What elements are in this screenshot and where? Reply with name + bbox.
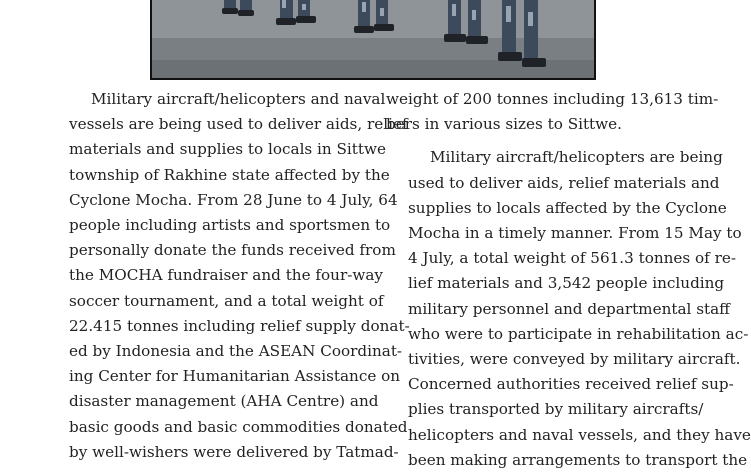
text-line: tivities, were conveyed by military aircraft.: [408, 350, 741, 369]
text-line: soccer tournament, and a total weight of: [69, 291, 384, 310]
text-line: military personnel and departmental staff: [408, 299, 730, 318]
text-line: materials and supplies to locals in Sittwe: [69, 140, 386, 159]
text-line: weight of 200 tonnes including 13,613 tim-: [386, 90, 719, 108]
text-line: Cyclone Mocha. From 28 June to 4 July, 64: [69, 190, 398, 209]
text-line: lief materials and 3,542 people including: [408, 274, 725, 293]
paragraph-continued: [386, 87, 719, 137]
text-line: by well-wishers were delivered by Tatmad-: [69, 442, 399, 461]
text-line: ing Center for Humanitarian Assistance on: [69, 367, 401, 386]
text-line: bers in various sizes to Sittwe.: [386, 115, 622, 134]
paragraph: [386, 145, 751, 473]
text-line: ed by Indonesia and the ASEAN Coordinat-: [69, 342, 403, 361]
text-line: township of Rakhine state affected by the: [69, 165, 390, 184]
text-line: been making arrangements to transport the: [408, 450, 748, 469]
right-column: [386, 87, 751, 473]
text-line: Concerned authorities received relief sup-: [408, 375, 734, 394]
soldiers-photo-drawing: [152, 0, 594, 78]
text-line: disaster management (AHA Centre) and: [69, 392, 379, 411]
text-line: Military aircraft/helicopters are being: [430, 148, 723, 167]
text-line: personally donate the funds received from: [69, 241, 396, 260]
text-line: people including artists and sportsmen to: [69, 216, 391, 235]
text-line: helicopters and naval vessels, and they have: [408, 425, 751, 444]
text-line: who were to participate in rehabilitation ac-: [408, 324, 749, 343]
text-line: vessels are being used to deliver aids, relief: [69, 115, 408, 134]
text-line: Military aircraft/helicopters and naval: [91, 90, 386, 108]
soldiers-photo: [150, 0, 596, 80]
left-column: [47, 87, 410, 465]
text-line: 22.415 tonnes including relief supply donat-: [69, 316, 410, 335]
text-line: plies transported by military aircrafts/: [408, 400, 704, 419]
text-line: Mocha in a timely manner. From 15 May to: [408, 224, 742, 243]
paragraph: [47, 87, 410, 465]
text-line: used to deliver aids, relief materials and: [408, 173, 720, 192]
text-line: the MOCHA fundraiser and the four-way: [69, 266, 383, 285]
text-line: 4 July, a total weight of 561.3 tonnes of re-: [408, 249, 736, 268]
text-line: supplies to locals affected by the Cyclone: [408, 198, 727, 217]
text-line: basic goods and basic commodities donated: [69, 417, 408, 436]
